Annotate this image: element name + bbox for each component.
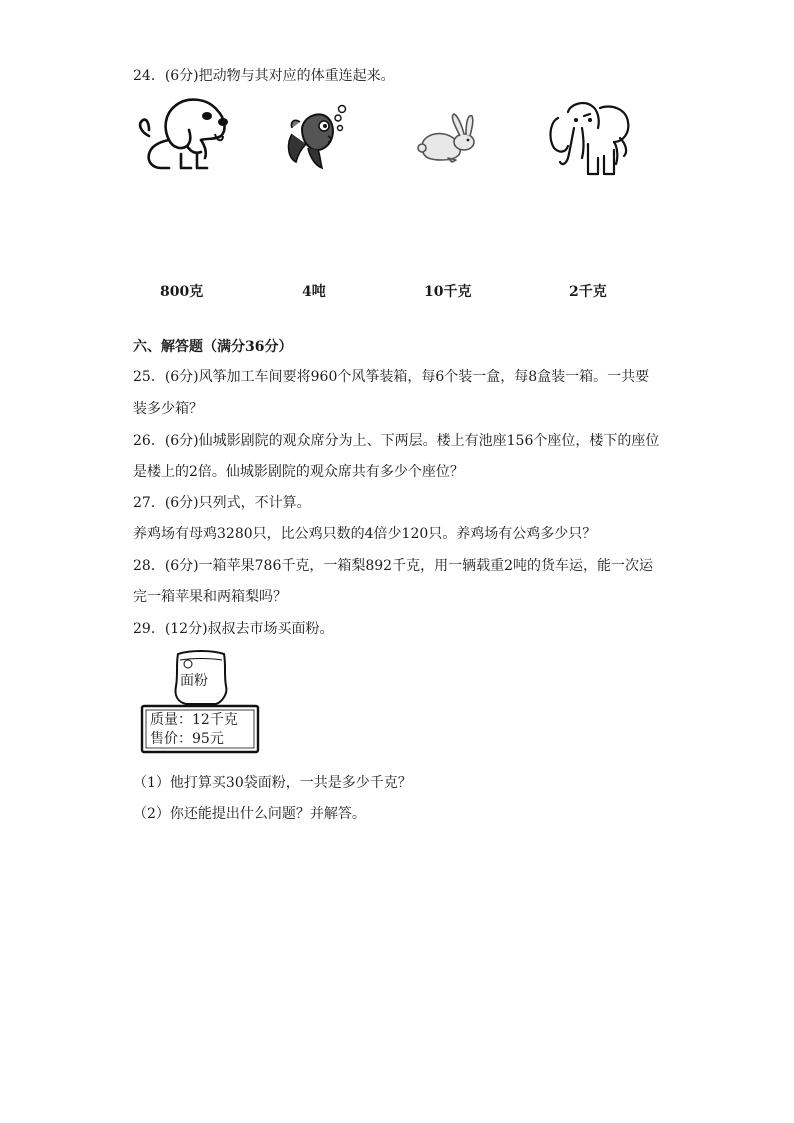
question-25-line-1: 25．(6分)风筝加工车间要将960个风筝装箱，每6个装一盒，每8盒装一箱。一共要 [133,369,650,385]
flour-mass: 质量：12千克 [150,712,238,728]
elephant-icon [544,98,632,180]
weight-option-3: 10千克 [424,284,472,300]
question-28-line-1: 28．(6分)一箱苹果786千克，一箱梨892千克，用一辆载重2吨的货车运，能一次运 [133,558,653,574]
question-26-line-1: 26．(6分)仙城影剧院的观众席分为上、下两层。楼上有池座156个座位，楼下的座位 [133,433,660,449]
flour-bag-label: 面粉 [180,673,208,689]
question-25-line-2: 装多少箱？ [133,401,203,417]
rabbit-icon [414,112,478,164]
question-24: 24．(6分)把动物与其对应的体重连起来。 [133,68,395,84]
weight-option-2: 4吨 [302,284,326,300]
flour-illustration [138,650,262,758]
section-title: 六、解答题（满分36分） [133,339,293,355]
weight-option-4: 2千克 [569,284,607,300]
fish-icon [282,100,354,172]
question-29-part-2: （2）你还能提出什么问题？并解答。 [133,806,366,822]
question-29: 29．(12分)叔叔去市场买面粉。 [133,621,334,637]
flour-price: 售价：95元 [150,731,224,747]
question-29-part-1: （1）他打算买30袋面粉，一共是多少千克？ [133,775,412,791]
question-26-line-2: 是楼上的2倍。仙城影剧院的观众席共有多少个座位？ [133,464,464,480]
question-28-line-2: 完一箱苹果和两箱梨吗？ [133,589,287,605]
dog-icon [135,96,231,176]
question-27-line-2: 养鸡场有母鸡3280只，比公鸡只数的4倍少120只。养鸡场有公鸡多少只？ [133,526,597,542]
question-27-line-1: 27．(6分)只列式，不计算。 [133,495,311,511]
weight-option-1: 800克 [160,284,204,300]
